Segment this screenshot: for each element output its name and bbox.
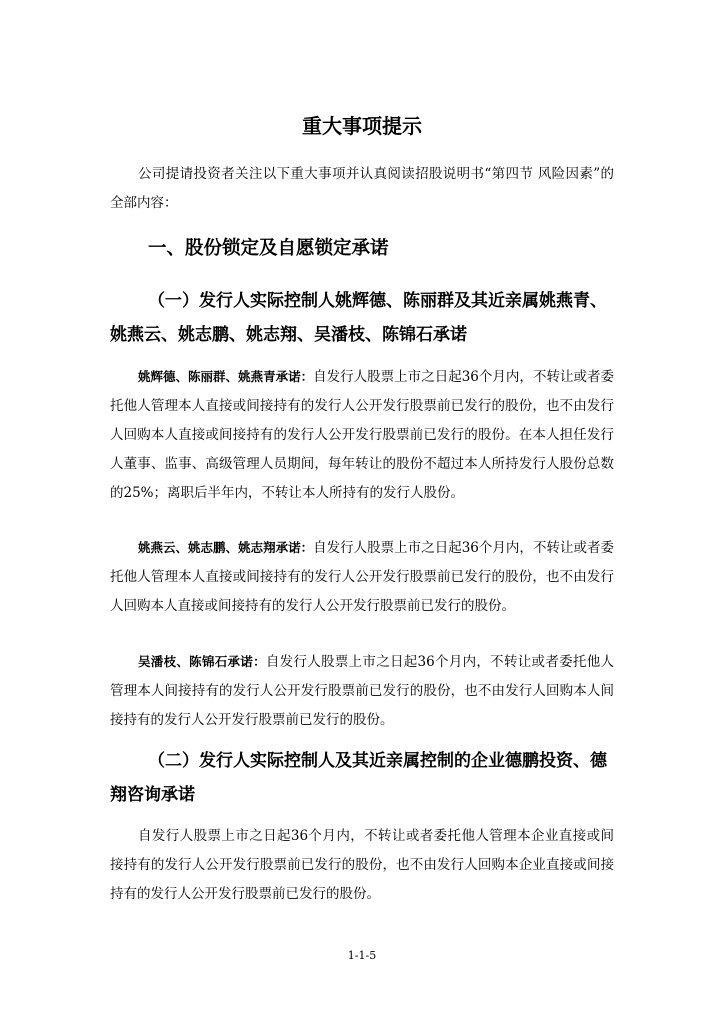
- commitment-body-2: 自发行人股票上市之日起36个月内，不转让或者委托他人管理本人直接或间接持有的发行人公开发行股票前已发行的股份，也不由发行人回购本人直接或间接持有的发行人公开发行股票前已发行的股份。: [110, 540, 614, 614]
- commitment-paragraph-3: [110, 647, 614, 735]
- commitment-body-3: 自发行人股票上市之日起36个月内，不转让或者委托他人管理本人间接持有的发行人公开发行股票前已发行的股份，也不由发行人回购本人间接持有的发行人公开发行股票前已发行的股份。: [110, 654, 614, 728]
- commitment-paragraph-1: [110, 362, 614, 508]
- intro-paragraph: 公司提请投资者关注以下重大事项并认真阅读招股说明书“第四节 风险因素”的全部内容：: [110, 166, 614, 211]
- subsection-heading-controllers: （一）发行人实际控制人姚辉德、陈丽群及其近亲属姚燕青、姚燕云、姚志鹏、姚志翔、吴潘枝、陈锦石承诺: [110, 291, 607, 345]
- subsection-heading-enterprises: （二）发行人实际控制人及其近亲属控制的企业德鹏投资、德翔咨询承诺: [110, 751, 607, 805]
- commitment-lead-2: 姚燕云、姚志鹏、姚志翔承诺：: [138, 540, 314, 555]
- commitment-paragraph-2: [110, 533, 614, 621]
- section-heading-share-lockup: 一、股份锁定及自愿锁定承诺: [148, 238, 389, 259]
- page-number: 1-1-5: [347, 949, 377, 962]
- page-title: 重大事项提示: [302, 114, 422, 138]
- commitment-body-1: 自发行人股票上市之日起36个月内，不转让或者委托他人管理本人直接或间接持有的发行人公开发行股票前已发行的股份，也不由发行人回购本人直接或间接持有的发行人公开发行股票前已发行的股份。在本人担任发行人董事、监事、高级管理人员期间，每年转让的股份不超过本人所持发行人股份总数的25%；离职后半年内，不转让本人所持有的发行人股份。: [110, 369, 614, 501]
- commitment-lead-3: 吴潘枝、陈锦石承诺：: [138, 654, 266, 669]
- commitment-lead-1: 姚辉德、陈丽群、姚燕青承诺：: [138, 369, 314, 384]
- enterprise-commitment-paragraph: 自发行人股票上市之日起36个月内，不转让或者委托他人管理本企业直接或间接持有的发行人公开发行股票前已发行的股份，也不由发行人回购本企业直接或间接持有的发行人公开发行股票前已发行的股份。: [110, 828, 614, 902]
